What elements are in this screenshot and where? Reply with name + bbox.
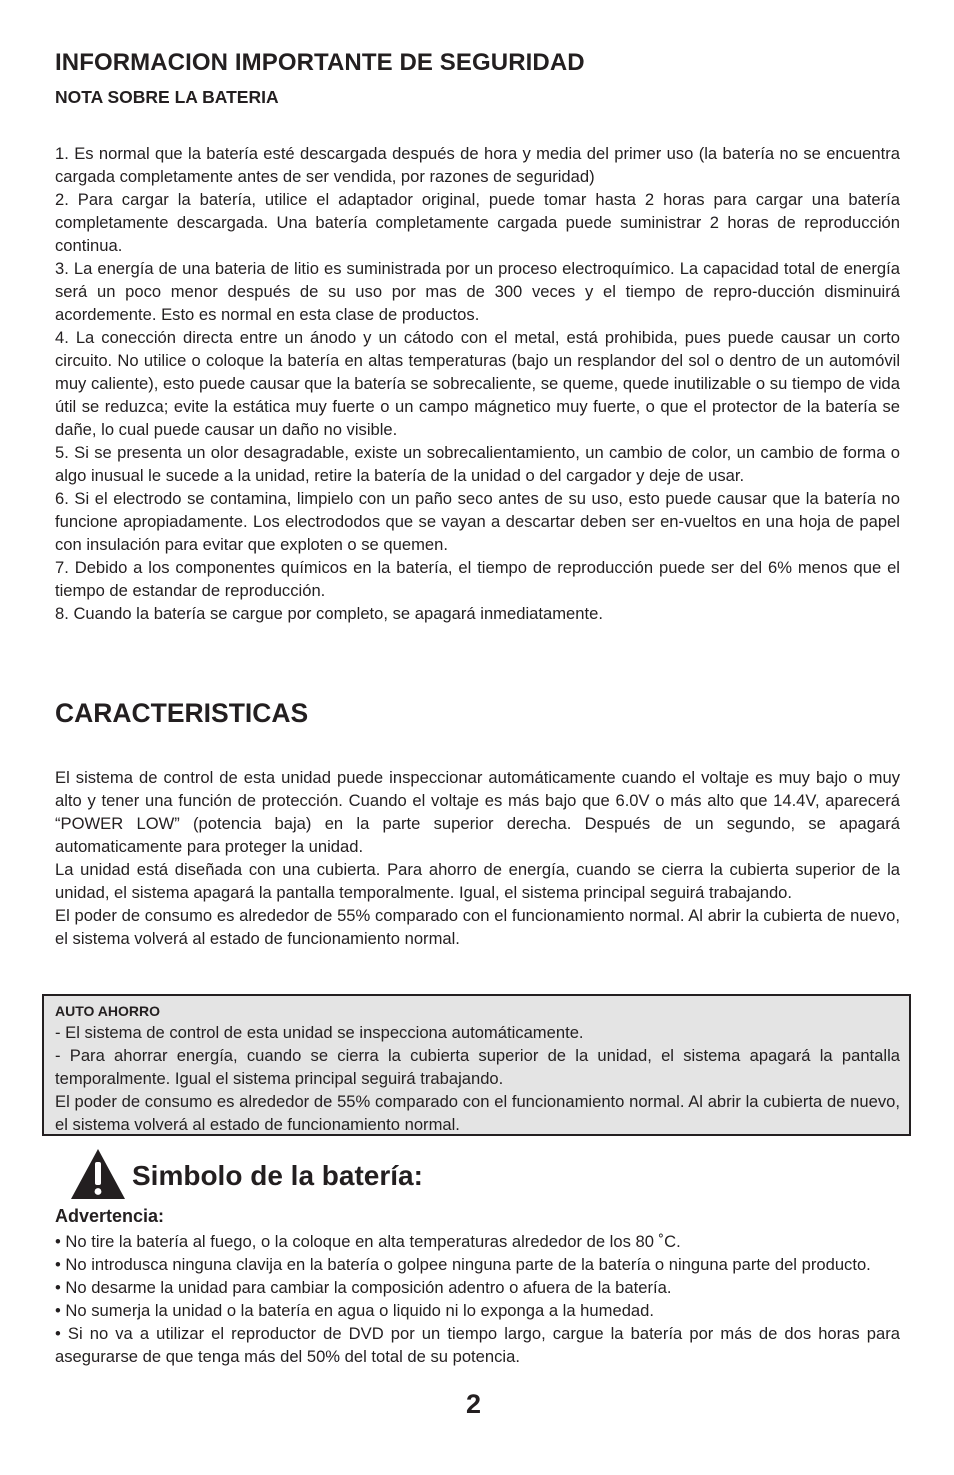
auto-saving-line: - Para ahorrar energía, cuando se cierra la cubierta superior de la unidad, el sistema apagará la pantalla temporalmente. Igual el sistema principal seguirá trabajando. (55, 1046, 900, 1088)
warning-item: • No introdusca ninguna clavija en la batería o golpee ninguna parte de la batería o ninguna parte del producto. (55, 1255, 871, 1274)
page-title: INFORMACION IMPORTANTE DE SEGURIDAD (55, 49, 585, 76)
features-heading: CARACTERISTICAS (55, 698, 309, 728)
warning-item: • No sumerja la unidad o la batería en agua o liquido ni lo exponga a la humedad. (55, 1301, 654, 1320)
warning-item: • No desarme la unidad para cambiar la composición adentro o afuera de la batería. (55, 1278, 672, 1297)
auto-saving-box (42, 994, 911, 1136)
auto-saving-line: - El sistema de control de esta unidad se inspecciona automáticamente. (55, 1023, 584, 1042)
features-text (55, 766, 900, 950)
warning-list (55, 1230, 900, 1368)
battery-symbol-heading: Simbolo de la batería: (132, 1160, 423, 1191)
note-item: 3. La energía de una bateria de litio es suministrada por un proceso electroquímico. La capacidad total de energía será un poco menor después de su uso por mas de 300 veces y el tiempo de repro-ducción disminuirá acordemente. Esto es normal en esta clase de productos. (55, 259, 900, 324)
note-item: 4. La conección directa entre un ánodo y un cátodo con el metal, está prohibida, pues puede causar un corto circuito. No utilice o coloque la batería en altas temperaturas (bajo un resplandor del sol o dentro de un automóvil muy caliente), esto puede causar que la batería se sobrecaliente, se queme, quede inutilizable o su tiempo de vida útil se reduzca; evite la estática muy fuerte o un campo mágnetico muy fuerte, o que el protector de la batería se dañe, lo cual puede causar un daño no visible. (55, 328, 900, 439)
warning-item: • Si no va a utilizar el reproductor de DVD por un tiempo largo, cargue la batería por más de dos horas para asegurarse de que tenga más del 50% del total de su potencia. (55, 1324, 900, 1366)
auto-saving-body (55, 1021, 900, 1136)
note-item: 8. Cuando la batería se cargue por completo, se apagará inmediatamente. (55, 604, 603, 623)
features-paragraph: El sistema de control de esta unidad puede inspeccionar automáticamente cuando el voltaje es muy bajo o muy alto y tener una función de protección. Cuando el voltaje es más bajo que 6.0V o más alto que 14.4V, aparecerá “POWER LOW” (potencia baja) en la parte superior derecha. Después de un segundo, se apagará automaticamente para proteger la unidad. (55, 768, 900, 856)
note-item: 6. Si el electrodo se contamina, limpielo con un paño seco antes de su uso, esto puede causar que la batería no funcione apropiadamente. Los electrododos que se vayan a descartar deben ser en-vueltos en una hoja de papel con insulación para evitar que exploten o se quemen. (55, 489, 900, 554)
auto-saving-title: AUTO AHORRO (55, 1003, 160, 1019)
battery-notes (55, 142, 900, 625)
page-number: 2 (466, 1389, 482, 1419)
warning-label: Advertencia: (55, 1206, 165, 1226)
note-item: 2. Para cargar la batería, utilice el adaptador original, puede tomar hasta 2 horas para cargar una batería completamente descargada. Una batería completamente cargada puede suministrar 2 horas de reproducción continua. (55, 190, 900, 255)
note-item: 5. Si se presenta un olor desagradable, existe un sobrecalientamiento, un cambio de color, un cambio de forma o algo inusual le sucede a la unidad, retire la batería de la unidad o del cargador y deje de usar. (55, 443, 900, 485)
note-item: 7. Debido a los componentes químicos en la batería, el tiempo de reproducción puede ser del 6% menos que el tiempo de estandar de reproducción. (55, 558, 900, 600)
auto-saving-line: El poder de consumo es alrededor de 55% comparado con el funcionamiento normal. Al abrir la cubierta de nuevo, el sistema volverá al estado de funcionamiento normal. (55, 1092, 900, 1134)
features-paragraph: La unidad está diseñada con una cubierta. Para ahorro de energía, cuando se cierra la cubierta superior de la unidad, el sistema apagará la pantalla temporalmente. Igual, el sistema principal seguirá trabajando. (55, 860, 900, 902)
section-subtitle: NOTA SOBRE LA BATERIA (55, 87, 279, 107)
note-item: 1. Es normal que la batería esté descargada después de hora y media del primer uso (la batería no se encuentra cargada completamente antes de ser vendida, por razones de seguridad) (55, 144, 900, 186)
features-paragraph: El poder de consumo es alrededor de 55% comparado con el funcionamiento normal. Al abrir la cubierta de nuevo, el sistema volverá al estado de funcionamiento normal. (55, 906, 900, 948)
warning-triangle-icon (70, 1148, 126, 1200)
warning-item: • No tire la batería al fuego, o la coloque en alta temperaturas alrededor de los 80 ˚C. (55, 1232, 681, 1251)
